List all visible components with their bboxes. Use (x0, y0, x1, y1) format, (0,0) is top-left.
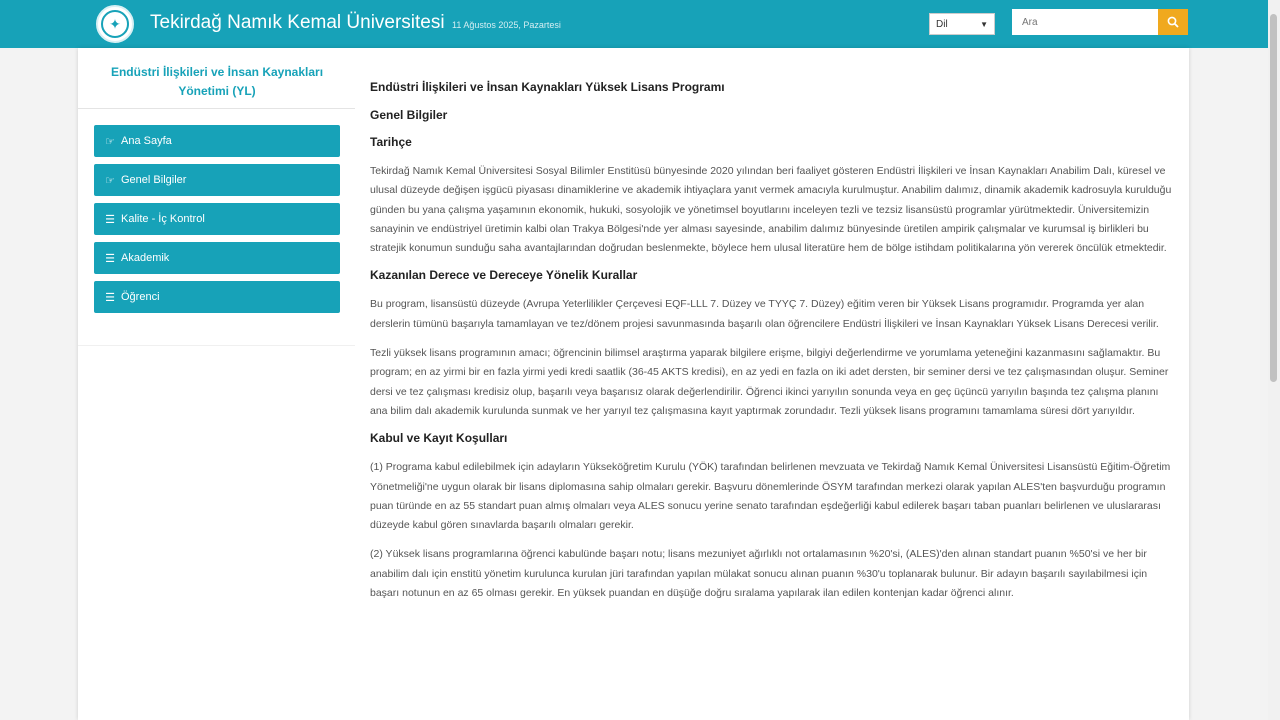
section-heading-degree: Kazanılan Derece ve Dereceye Yönelik Kurallar (370, 268, 638, 283)
language-select[interactable] (929, 13, 995, 35)
list-icon: ☰ (105, 252, 115, 265)
admission-paragraph-2: (2) Yüksek lisans programlarına öğrenci kabulünde başarı notu; lisans mezuniyet ağırlıklı not ortalamasının %20'si, (ALES)'den alınan standart puanın %50'si ve her bir anabilim dalı için enstitü yönetim kurulunca kurulan jüri tarafından yapılan mülakat sonucu alınan puanın %30'u toplanarak bulunur. Bir adayın başarılı sayılabilmesi için başarı notunun en az 65 olması gerekir. En yüksek puandan en düşüğe doğru sıralama yapılarak ilan edilen kontenjan kadar öğrenci alınır. (370, 548, 1148, 600)
scrollbar-thumb[interactable] (1270, 14, 1277, 382)
sidebar-item-student[interactable] (94, 281, 340, 313)
date-text: 11 Ağustos 2025, Pazartesi (452, 20, 561, 30)
section-heading-history: Tarihçe (370, 135, 412, 149)
page-title: Endüstri İlişkileri ve İnsan Kaynakları Yüksek Lisans Programı (370, 80, 725, 94)
history-paragraph: Tekirdağ Namık Kemal Üniversitesi Sosyal Bilimler Enstitüsü bünyesinde 2020 yılından beri faaliyet gösteren Endüstri İlişkileri ve İnsan Kaynakları Anabilim Dalı, küresel ve ulusal düzeyde değişen işgücü piyasası dinamiklerine ve akademik ihtiyaçlara yanıt vermek amacıyla kurulmuştur. Anabilim dalımız, dinamik akademik kadrosuyla kurulduğu günden bu yana çalışma yaşamının ekonomik, hukuki, sosyolojik ve yönetimsel boyutlarını inceleyen tezli ve tezsiz lisansüstü programlar yürütmektedir. Üniversitemizin sanayinin ve endüstriyel üretimin kalbi olan Trakya Bölgesi'nde yer alması sayesinde, anabilim dalımız bünyesinde üretilen ampirik çalışmalar ve kurumsal iş birlikleri bu stratejik konumun sunduğu saha avantajlarından doğrudan beslenmekte, böylece hem ulusal literatüre hem de bölge istihdam politikalarına yön vererek öncülük etmektedir. (370, 165, 1172, 255)
sidebar-item-label: Akademik (121, 252, 170, 264)
seal-icon: ✦ (101, 10, 129, 38)
sidebar-item-academic[interactable] (94, 242, 340, 274)
hand-point-icon: ☞ (105, 174, 115, 187)
hand-point-icon: ☞ (105, 135, 115, 148)
sidebar-item-home[interactable] (94, 125, 340, 157)
site-title[interactable]: Tekirdağ Namık Kemal Üniversitesi (150, 12, 445, 33)
sidebar-title[interactable]: Endüstri İlişkileri ve İnsan Kaynakları Yönetimi (YL) (110, 65, 324, 98)
main-container (78, 48, 1189, 720)
search-icon (1167, 16, 1179, 28)
admission-paragraph-1: (1) Programa kabul edilebilmek için adayların Yükseköğretim Kurulu (YÖK) tarafından belirlenen mevzuata ve Tekirdağ Namık Kemal Üniversitesi Lisansüstü Eğitim-Öğretim Yönetmeliği'ne uygun olarak bir lisans diplomasına sahip olmaları gerekir. Başvuru dönemlerinde ÖSYM tarafından merkezi olarak yapılan ALES'ten başvurduğu programın puan türünde en az 55 standart puan almış olmaları veya ALES sonucu yerine senato tarafından eşdeğerliği kabul edilerek başarı taban puanları belirlenen ve uluslararası düzeyde kabul gören sınavlarda başarılı olmaları gerekir. (370, 461, 1171, 532)
thesis-paragraph: Tezli yüksek lisans programının amacı; öğrencinin bilimsel araştırma yaparak bilgilere erişme, bilgiyi değerlendirme ve yorumlama yeteneğini kazanmasını sağlamaktır. Bu program; en az yirmi bir en fazla yirmi yedi kredi saatlik (36-45 AKTS kredisi), en az yedi en fazla on iki adet dersten, bir seminer dersi ve tez çalışmasından oluşur. Seminer dersi ve tez çalışması kredisiz olup, başarılı veya başarısız olarak değerlendirilir. Öğrenci ikinci yarıyılın sonunda veya en geç üçüncü yarıyılın başında tez çalışma planını ana bilim dalı akademik kurulunda sunmak ve her yarıyıl tez çalışmasına kayıt yaptırmak zorundadır. Tezli yüksek lisans programını tamamlama süresi dört yarıyıldır. (370, 347, 1169, 417)
sidebar (78, 48, 355, 720)
university-logo[interactable] (96, 5, 134, 43)
chevron-down-icon: ▼ (980, 19, 988, 29)
sidebar-bottom-divider (78, 345, 355, 346)
sidebar-item-quality[interactable] (94, 203, 340, 235)
search-input[interactable] (1012, 9, 1158, 35)
sidebar-item-label: Kalite - İç Kontrol (121, 213, 205, 225)
page-scrollbar[interactable] (1268, 0, 1280, 720)
search-button[interactable] (1158, 9, 1188, 35)
language-select-value: Dil (936, 18, 948, 30)
sidebar-item-label: Öğrenci (121, 291, 160, 303)
section-heading-admission: Kabul ve Kayıt Koşulları (370, 431, 508, 446)
main-content (370, 80, 1176, 613)
sidebar-item-label: Genel Bilgiler (121, 174, 187, 186)
degree-paragraph: Bu program, lisansüstü düzeyde (Avrupa Yeterlilikler Çerçevesi EQF-LLL 7. Düzey ve TYYÇ 7. Düzey) eğitim veren bir Yüksek Lisans programıdır. Programda yer alan derslerin tümünü başarıyla tamamlayan ve tez/dönem projesi savunmasında başarılı olan öğrencilere Endüstri İlişkileri ve İnsan Kaynakları Yüksek Lisans Derecesi verilir. (370, 298, 1159, 330)
sidebar-item-general-info[interactable] (94, 164, 340, 196)
list-icon: ☰ (105, 213, 115, 226)
list-icon: ☰ (105, 291, 115, 304)
top-navbar (0, 0, 1280, 48)
sidebar-divider (78, 108, 355, 109)
section-heading-general: Genel Bilgiler (370, 108, 448, 122)
sidebar-item-label: Ana Sayfa (121, 135, 172, 147)
